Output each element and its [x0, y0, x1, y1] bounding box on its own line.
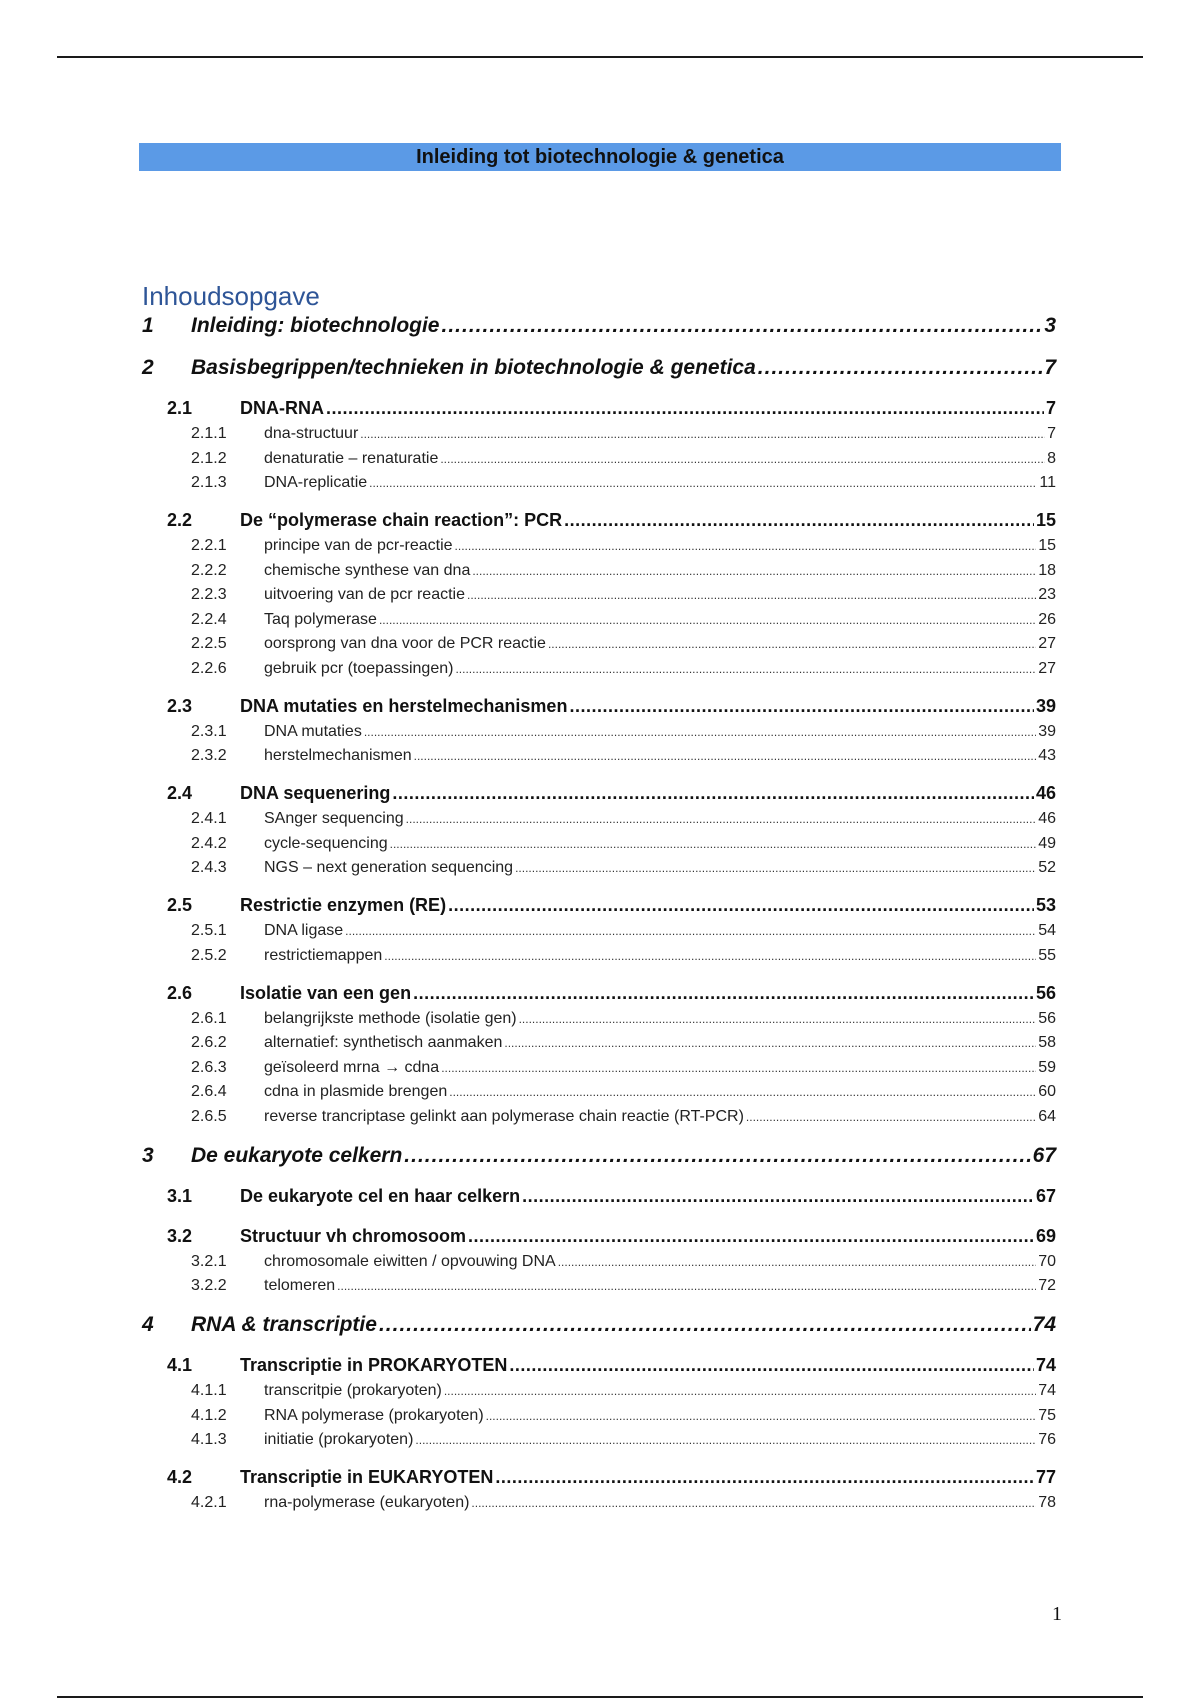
toc-entry-number: 4	[142, 1313, 154, 1336]
toc-entry-page: 55	[1038, 946, 1056, 964]
toc-entry-page: 7	[1045, 398, 1056, 418]
toc-entry-number: 4.1.2	[191, 1406, 227, 1424]
toc-entry-title: DNA ligase	[264, 922, 344, 939]
toc-dot-leader	[504, 1036, 1036, 1050]
toc-entry-page: 72	[1038, 1277, 1056, 1294]
document-title: Inleiding tot biotechnologie & genetica	[416, 145, 784, 168]
toc-entry-title: Isolatie van een gen	[240, 982, 412, 1003]
toc-dot-leader	[471, 1496, 1036, 1510]
toc-entry-number: 3	[142, 1143, 154, 1167]
toc-dot-leader	[758, 356, 1043, 380]
toc-entry-number: 2.2.3	[191, 586, 227, 603]
toc-entry-number: 2.4	[167, 783, 193, 803]
toc-dot-leader	[326, 398, 1044, 419]
toc-entry-title: alternatief: synthetisch aanmaken	[264, 1034, 503, 1051]
toc-dot-leader	[519, 1012, 1037, 1026]
toc-entry-title: De eukaryote cel en haar celkern	[240, 1185, 521, 1206]
toc-entry-number: 3.2.1	[191, 1252, 227, 1270]
toc-entry-page: 15	[1038, 537, 1056, 554]
toc-entry-level-2[interactable]	[167, 1355, 1056, 1376]
toc-dot-leader	[440, 452, 1045, 466]
toc-entry-level-3[interactable]	[191, 835, 1056, 853]
toc-entry-level-3[interactable]	[191, 635, 1056, 653]
toc-entry-page: 7	[1047, 425, 1056, 442]
toc-entry-page: 26	[1038, 610, 1056, 628]
toc-entry-page: 78	[1038, 1494, 1056, 1511]
toc-entry-level-3[interactable]	[191, 474, 1056, 492]
toc-entry-number: 2.2.5	[191, 635, 227, 652]
toc-entry-level-1[interactable]	[142, 314, 1056, 338]
toc-entry-page: 39	[1035, 695, 1056, 716]
toc-entry-page: 74	[1032, 1313, 1056, 1336]
toc-entry-level-1[interactable]	[142, 1313, 1056, 1337]
toc-entry-page: 56	[1038, 1009, 1056, 1027]
toc-dot-leader	[444, 1384, 1036, 1398]
toc-entry-title: reverse trancriptase gelinkt aan polymerase chain reactie (RT-PCR)	[264, 1107, 744, 1125]
toc-dot-leader	[448, 895, 1034, 916]
toc-entry-number: 2.2	[167, 510, 193, 530]
toc-dot-leader	[467, 588, 1036, 602]
toc-dot-leader	[384, 949, 1036, 963]
toc-entry-level-2[interactable]	[167, 696, 1056, 717]
toc-entry-level-3[interactable]	[191, 1382, 1056, 1400]
toc-entry-title: cycle-sequencing	[264, 834, 388, 852]
toc-dot-leader	[472, 564, 1036, 578]
toc-entry-level-3[interactable]	[191, 1253, 1056, 1271]
toc-entry-page: 15	[1035, 510, 1056, 530]
toc-dot-leader	[564, 510, 1034, 531]
toc-entry-page: 74	[1035, 1355, 1056, 1375]
toc-entry-title: NGS – next generation sequencing	[264, 859, 514, 876]
toc-entry-level-2[interactable]	[167, 1226, 1056, 1247]
toc-entry-page: 77	[1035, 1467, 1056, 1487]
toc-dot-leader	[515, 861, 1036, 875]
toc-entry-title: belangrijkste methode (isolatie gen)	[264, 1009, 517, 1027]
toc-entry-title: dna-structuur	[264, 425, 359, 442]
toc-entry-page: 18	[1038, 561, 1056, 579]
toc-entry-page: 75	[1038, 1406, 1056, 1424]
toc-entry-level-2[interactable]	[167, 783, 1056, 804]
toc-entry-level-2[interactable]	[167, 398, 1056, 419]
toc-entry-title: RNA & transcriptie	[191, 1313, 377, 1336]
toc-entry-level-3[interactable]	[191, 537, 1056, 555]
toc-entry-number: 2.6	[167, 982, 193, 1003]
toc-entry-page: 56	[1035, 982, 1056, 1003]
toc-entry-page: 67	[1032, 1143, 1056, 1167]
toc-entry-title: rna-polymerase (eukaryoten)	[264, 1494, 470, 1511]
toc-entry-page: 53	[1035, 895, 1056, 915]
toc-dot-leader	[441, 314, 1042, 338]
toc-entry-title: geïsoleerd mrna → cdna	[264, 1058, 440, 1076]
toc-entry-level-3[interactable]	[191, 859, 1056, 877]
toc-entry-page: 3	[1044, 314, 1056, 337]
toc-entry-level-2[interactable]	[167, 510, 1056, 531]
toc-entry-level-2[interactable]	[167, 1186, 1056, 1207]
toc-entry-level-2[interactable]	[167, 1467, 1056, 1488]
toc-dot-leader	[369, 476, 1037, 490]
toc-dot-leader	[558, 1255, 1037, 1269]
toc-entry-number: 4.1.3	[191, 1431, 227, 1448]
toc-dot-leader	[455, 539, 1037, 553]
toc-entry-page: 27	[1038, 659, 1056, 677]
toc-entry-level-3[interactable]	[191, 1010, 1056, 1028]
toc-dot-leader	[390, 837, 1037, 851]
toc-entry-title: DNA mutaties	[264, 722, 362, 740]
toc-entry-level-2[interactable]	[167, 895, 1056, 916]
toc-entry-title: gebruik pcr (toepassingen)	[264, 659, 454, 677]
toc-entry-page: 69	[1035, 1225, 1056, 1246]
toc-entry-title: Structuur vh chromosoom	[240, 1225, 467, 1246]
toc-entry-level-3[interactable]	[191, 1059, 1056, 1077]
toc-dot-leader	[345, 924, 1036, 938]
toc-entry-level-3[interactable]	[191, 723, 1056, 741]
toc-entry-page: 46	[1038, 810, 1056, 827]
toc-heading: Inhoudsopgave	[142, 281, 320, 311]
toc-entry-page: 76	[1038, 1431, 1056, 1448]
toc-entry-level-3[interactable]	[191, 810, 1056, 828]
toc-entry-number: 2.4.2	[191, 834, 227, 852]
toc-entry-page: 27	[1038, 635, 1056, 652]
toc-dot-leader	[522, 1186, 1034, 1207]
toc-entry-title: Restrictie enzymen (RE)	[240, 895, 447, 915]
toc-entry-title: transcritpie (prokaryoten)	[264, 1382, 442, 1399]
toc-entry-number: 2.6.2	[191, 1034, 227, 1051]
toc-entry-number: 4.1	[167, 1355, 193, 1375]
toc-dot-leader	[414, 749, 1037, 763]
toc-entry-number: 2.1.1	[191, 425, 227, 442]
toc-entry-page: 8	[1047, 449, 1056, 467]
toc-entry-number: 2.3.1	[191, 722, 227, 740]
toc-entry-level-3[interactable]	[191, 425, 1056, 443]
toc-entry-page: 58	[1038, 1034, 1056, 1051]
toc-entry-level-3[interactable]	[191, 1034, 1056, 1052]
page-number: 1	[1052, 1603, 1062, 1625]
toc-dot-leader	[455, 662, 1036, 676]
toc-entry-title: Taq polymerase	[264, 610, 377, 628]
toc-entry-page: 74	[1038, 1382, 1056, 1399]
toc-entry-title: De “polymerase chain reaction”: PCR	[240, 510, 563, 530]
toc-dot-leader	[379, 613, 1036, 627]
toc-dot-leader	[406, 812, 1037, 826]
toc-entry-title: DNA-RNA	[240, 398, 324, 418]
toc-entry-level-3[interactable]	[191, 947, 1056, 965]
toc-dot-leader	[392, 783, 1034, 804]
toc-entry-number: 2	[142, 356, 154, 379]
toc-entry-page: 43	[1038, 747, 1056, 764]
toc-dot-leader	[495, 1467, 1034, 1488]
toc-dot-leader	[548, 637, 1036, 651]
toc-entry-page: 39	[1038, 722, 1056, 740]
toc-entry-level-3[interactable]	[191, 747, 1056, 765]
toc-dot-leader	[404, 1144, 1030, 1168]
footer-rule	[57, 1696, 1143, 1698]
toc-entry-title: De eukaryote celkern	[191, 1143, 403, 1167]
toc-dot-leader	[509, 1355, 1034, 1376]
toc-entry-number: 2.5.1	[191, 922, 227, 939]
toc-entry-number: 2.2.1	[191, 537, 227, 554]
toc-entry-number: 4.1.1	[191, 1382, 227, 1399]
toc-entry-title: Inleiding: biotechnologie	[191, 314, 440, 337]
toc-dot-leader	[413, 983, 1034, 1004]
toc-entry-page: 70	[1038, 1252, 1056, 1270]
toc-dot-leader	[441, 1061, 1036, 1075]
toc-entry-level-3[interactable]	[191, 450, 1056, 468]
toc-entry-title: SAnger sequencing	[264, 810, 404, 827]
toc-entry-page: 59	[1038, 1058, 1056, 1076]
toc-entry-level-3[interactable]	[191, 1083, 1056, 1101]
toc-dot-leader	[360, 427, 1045, 441]
toc-entry-level-3[interactable]	[191, 1431, 1056, 1449]
toc-entry-page: 49	[1038, 834, 1056, 852]
toc-dot-leader	[746, 1110, 1036, 1124]
toc-entry-level-3[interactable]	[191, 1108, 1056, 1126]
toc-dot-leader	[449, 1085, 1036, 1099]
toc-entry-title: restrictiemappen	[264, 946, 383, 964]
toc-entry-level-3[interactable]	[191, 1277, 1056, 1295]
toc-entry-title: Transcriptie in EUKARYOTEN	[240, 1467, 494, 1487]
toc-entry-number: 2.2.6	[191, 659, 227, 677]
toc-entry-page: 11	[1039, 474, 1056, 491]
toc-entry-title: Basisbegrippen/technieken in biotechnologie & genetica	[191, 356, 756, 379]
toc-entry-title: chemische synthese van dna	[264, 561, 471, 579]
toc-entry-title: cdna in plasmide brengen	[264, 1083, 448, 1100]
toc-dot-leader	[569, 696, 1034, 717]
toc-entry-number: 2.6.1	[191, 1009, 227, 1027]
toc-entry-number: 4.2.1	[191, 1494, 227, 1511]
toc-dot-leader	[379, 1313, 1031, 1337]
toc-dot-leader	[415, 1433, 1036, 1447]
toc-entry-page: 7	[1044, 356, 1056, 379]
toc-entry-number: 2.3.2	[191, 747, 227, 764]
toc-entry-number: 2.2.4	[191, 610, 227, 628]
toc-entry-number: 2.1.3	[191, 474, 227, 491]
toc-entry-number: 2.4.3	[191, 859, 227, 876]
toc-entry-title: Transcriptie in PROKARYOTEN	[240, 1355, 508, 1375]
toc-entry-title: chromosomale eiwitten / opvouwing DNA	[264, 1252, 556, 1270]
toc-entry-title: DNA sequenering	[240, 783, 391, 803]
toc-dot-leader	[468, 1226, 1034, 1247]
toc-dot-leader	[364, 725, 1036, 739]
toc-entry-level-2[interactable]	[167, 983, 1056, 1004]
toc-entry-title: oorsprong van dna voor de PCR reactie	[264, 635, 546, 652]
toc-entry-title: principe van de pcr-reactie	[264, 537, 453, 554]
toc-entry-number: 2.4.1	[191, 810, 227, 827]
toc-entry-title: initiatie (prokaryoten)	[264, 1431, 414, 1448]
toc-entry-number: 2.2.2	[191, 561, 227, 579]
toc-entry-page: 54	[1038, 922, 1056, 939]
toc-entry-number: 2.1.2	[191, 449, 227, 467]
toc-entry-level-1[interactable]	[142, 356, 1056, 380]
toc-entry-page: 46	[1035, 783, 1056, 803]
toc-entry-level-1[interactable]	[142, 1144, 1056, 1168]
toc-entry-page: 23	[1038, 586, 1056, 603]
toc-entry-number: 2.5	[167, 895, 193, 915]
toc-dot-leader	[337, 1279, 1036, 1293]
toc-entry-page: 64	[1038, 1107, 1056, 1125]
toc-dot-leader	[486, 1409, 1037, 1423]
toc-entry-number: 3.2.2	[191, 1277, 227, 1294]
toc-entry-level-3[interactable]	[191, 611, 1056, 629]
toc-entry-number: 2.6.3	[191, 1058, 227, 1076]
toc-entry-level-3[interactable]	[191, 922, 1056, 940]
toc-entry-level-3[interactable]	[191, 660, 1056, 678]
toc-entry-title: DNA mutaties en herstelmechanismen	[240, 695, 568, 716]
toc-entry-page: 60	[1038, 1083, 1056, 1100]
toc-entry-title: herstelmechanismen	[264, 747, 412, 764]
toc-entry-level-3[interactable]	[191, 1407, 1056, 1425]
toc-entry-number: 2.3	[167, 695, 193, 716]
toc-entry-number: 3.2	[167, 1225, 193, 1246]
toc-entry-number: 2.1	[167, 398, 193, 418]
toc-entry-number: 4.2	[167, 1467, 193, 1487]
toc-entry-level-3[interactable]	[191, 1494, 1056, 1512]
toc-entry-number: 2.6.4	[191, 1083, 227, 1100]
toc-entry-page: 52	[1038, 859, 1056, 876]
toc-entry-title: uitvoering van de pcr reactie	[264, 586, 465, 603]
toc-entry-level-3[interactable]	[191, 562, 1056, 580]
toc-entry-level-3[interactable]	[191, 586, 1056, 604]
toc-entry-number: 1	[142, 314, 154, 337]
toc-entry-number: 2.6.5	[191, 1107, 227, 1125]
toc-entry-page: 67	[1035, 1185, 1056, 1206]
toc-entry-title: RNA polymerase (prokaryoten)	[264, 1406, 484, 1424]
toc-entry-title: denaturatie – renaturatie	[264, 449, 439, 467]
toc-entry-number: 2.5.2	[191, 946, 227, 964]
toc-entry-title: telomeren	[264, 1277, 336, 1294]
toc-entry-title: DNA-replicatie	[264, 474, 368, 491]
toc-entry-number: 3.1	[167, 1185, 193, 1206]
